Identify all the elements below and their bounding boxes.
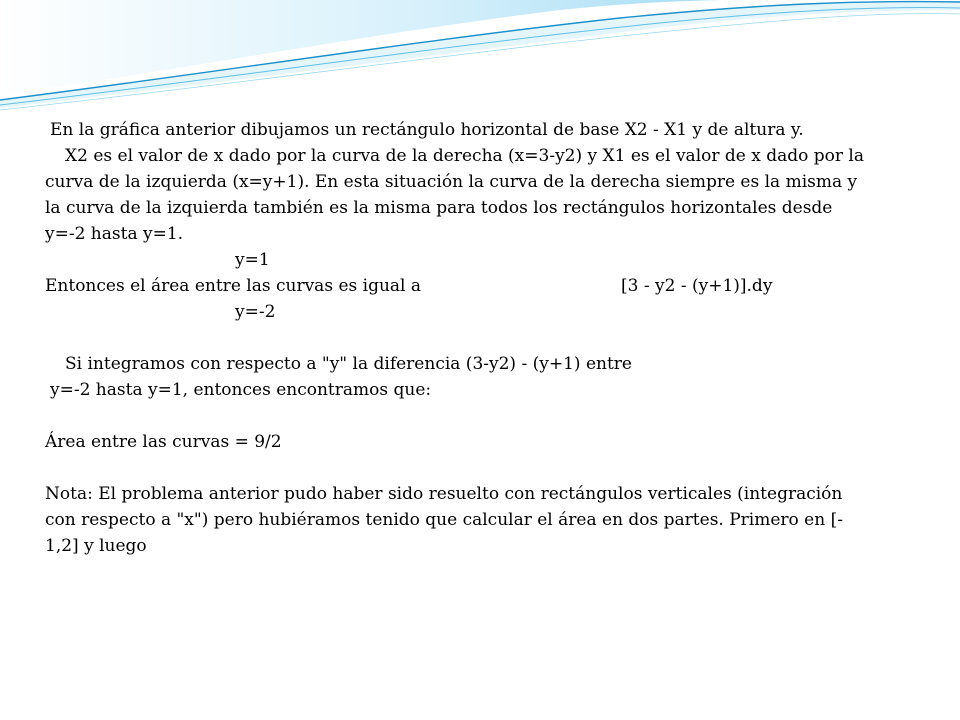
note-line3: 1,2] y luego: [45, 536, 147, 556]
integral-lower-limit: y=-2: [235, 302, 276, 322]
paragraph2-line2: curva de la izquierda (x=y+1). En esta situación la curva de la derecha siempre es la misma y: [45, 172, 858, 192]
note-line2: con respecto a "x") pero hubiéramos tenido que calcular el área en dos partes. Primero en [-: [45, 510, 843, 530]
paragraph2-line1: X2 es el valor de x dado por la curva de la derecha (x=3-y2) y X1 es el valor de x dado por la: [65, 146, 864, 166]
paragraph3-line1: Si integramos con respecto a "y" la diferencia (3-y2) - (y+1) entre: [65, 354, 632, 374]
paragraph3-line2: y=-2 hasta y=1, entonces encontramos que:: [50, 380, 432, 400]
integral-integrand: [3 - y2 - (y+1)].dy: [621, 276, 773, 296]
paragraph2-line3: la curva de la izquierda también es la misma para todos los rectángulos horizontales desde: [45, 198, 833, 218]
header-wave-decoration: [0, 0, 960, 115]
note-line1: Nota: El problema anterior pudo haber sido resuelto con rectángulos verticales (integración: [45, 484, 843, 504]
paragraph1-line1: En la gráfica anterior dibujamos un rectángulo horizontal de base X2 - X1 y de altura y.: [50, 120, 804, 140]
integral-lead-text: Entonces el área entre las curvas es igual a: [45, 276, 422, 296]
integral-upper-limit: y=1: [235, 250, 270, 270]
result-line: Área entre las curvas = 9/2: [45, 432, 282, 452]
paragraph2-line4: y=-2 hasta y=1.: [45, 224, 184, 244]
